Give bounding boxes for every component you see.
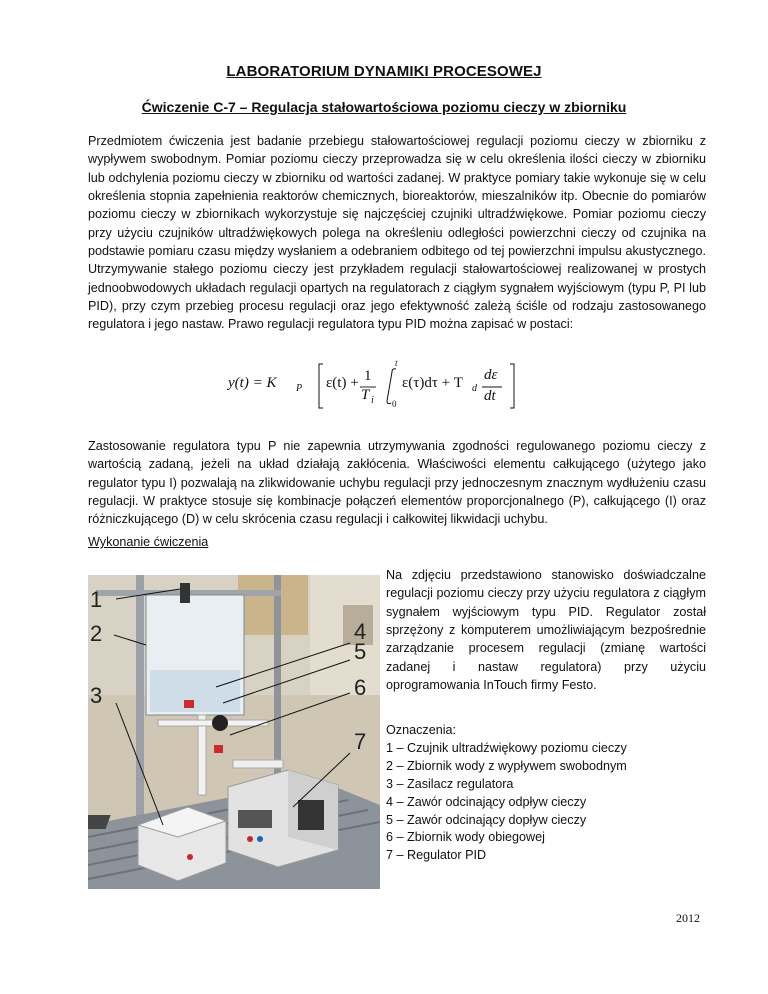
derivative-numerator: dε [484, 367, 498, 383]
equation-lhs: y(t) = K [228, 375, 277, 391]
ti-subscript: i [371, 395, 374, 406]
photo-marker-6: 6 [354, 675, 367, 700]
fraction-numerator: 1 [364, 368, 372, 384]
photo-marker-1: 1 [90, 587, 103, 612]
lab-setup-illustration [88, 575, 380, 889]
year-footer: 2012 [676, 911, 700, 925]
photo-marker-5: 5 [354, 639, 367, 664]
exercise-subtitle: Ćwiczenie C-7 – Regulacja stałowartościowa poziomu cieczy w zbiorniku [141, 99, 627, 115]
legend-item: 7 – Regulator PID [386, 848, 487, 863]
td-subscript: d [472, 383, 477, 394]
photo-marker-2: 2 [90, 621, 103, 646]
setup-description: Na zdjęciu przedstawiono stanowisko doświadczalne regulacji poziomu cieczy przy użyciu regulatora z ciągłym sygnałem wyjściowym typu PID. Regulator został sprzężony z komputerem umożliwiającym bezpośrednie zarządzanie procesem regulacji (zmianę wartości zadanej i nastaw regulatora) przy użyciu oprogramowania InTouch firmy Festo. [386, 568, 706, 693]
legend-item: 2 – Zbiornik wody z wypływem swobodnym [386, 758, 627, 773]
photo-marker-4: 4 [354, 619, 367, 644]
pid-equation [228, 358, 540, 410]
legend-item: 4 – Zawór odcinający odpływ cieczy [386, 794, 587, 809]
legend-item: 3 – Zasilacz regulatora [386, 776, 514, 791]
lab-setup-photo [88, 575, 380, 889]
integrand: ε(τ)dτ + T [402, 375, 463, 391]
photo-marker-7: 7 [354, 729, 367, 754]
legend-item: 5 – Zawór odcinający dopływ cieczy [386, 812, 587, 827]
legend-item: 6 – Zbiornik wody obiegowej [386, 830, 545, 845]
kp-subscript: P [296, 383, 303, 394]
intro-paragraph: Przedmiotem ćwiczenia jest badanie przebiegu stałowartościowej regulacji poziomu cieczy w zbiorniku z wypływem swobodnym. Pomiar poziomu cieczy przeprowadza się w celu określenia ilości cieczy w zbiorniku lub odchylenia poziomu cieczy w zbiorniku od wartości zadanej. W praktyce pomiary takie wykonuje się w celu określenia stopnia zapełnienia reaktorów chemicznych, bioreaktorów, mieszalników itp. Obecnie do pomiarów poziomu cieczy w zbiornikach wykorzystuje się najczęściej czujniki ultradźwiękowe. Pomiar poziomu cieczy przy użyciu czujników ultradźwiękowych polega na określeniu odległości powierzchni cieczy od czujnika na podstawie pomiaru czasu między wysłaniem a odebraniem odbitego od tej powierzchni impulsu akustycznego. Utrzymywanie stałego poziomu cieczy jest przykładem regulacji stałowartościowej realizowanej w prostych jednoobwodowych układach regulacji opartych na regulatorach z ciągłym sygnałem wyjściowym (typu P, PI lub PID), przy czym przebieg procesu regulacji oraz jego efektywność zależą ściśle od rodzaju zastosowanego regulatora i jego nastaw. Prawo regulacji regulatora typu PID można zapisać w postaci: [88, 134, 706, 332]
document-title: LABORATORIUM DYNAMIKI PROCESOWEJ [226, 63, 542, 80]
pid-discussion-paragraph: Zastosowanie regulatora typu P nie zapewnia utrzymywania zgodności regulowanego poziomu cieczy z wartością zadaną, jeżeli na układ działają zakłócenia. Właściwości elementu całkującego (użytego jako regulator typu I) pozwalają na zlikwidowanie uchybu regulacji przy jednoczesnym znacznym wydłużeniu czasu regulacji. W praktyce stosuje się kombinacje połączeń elementów proporcjonalnego (P), całkującego (I) oraz różniczkującego (D) w celu skrócenia czasu regulacji i całkowitej likwidacji uchybu. [88, 439, 706, 527]
fraction-denominator: T [361, 387, 370, 403]
legend-item: 1 – Czujnik ultradźwiękowy poziomu cieczy [386, 740, 627, 755]
integral-lower-limit: 0 [392, 399, 397, 409]
legend [386, 722, 716, 865]
section-heading: Wykonanie ćwiczenia [88, 535, 209, 549]
integral-upper-limit: t [395, 358, 398, 368]
epsilon-t: ε(t) + [326, 375, 359, 391]
photo-marker-3: 3 [90, 683, 103, 708]
legend-heading: Oznaczenia: [386, 723, 457, 737]
derivative-denominator: dt [484, 388, 496, 404]
